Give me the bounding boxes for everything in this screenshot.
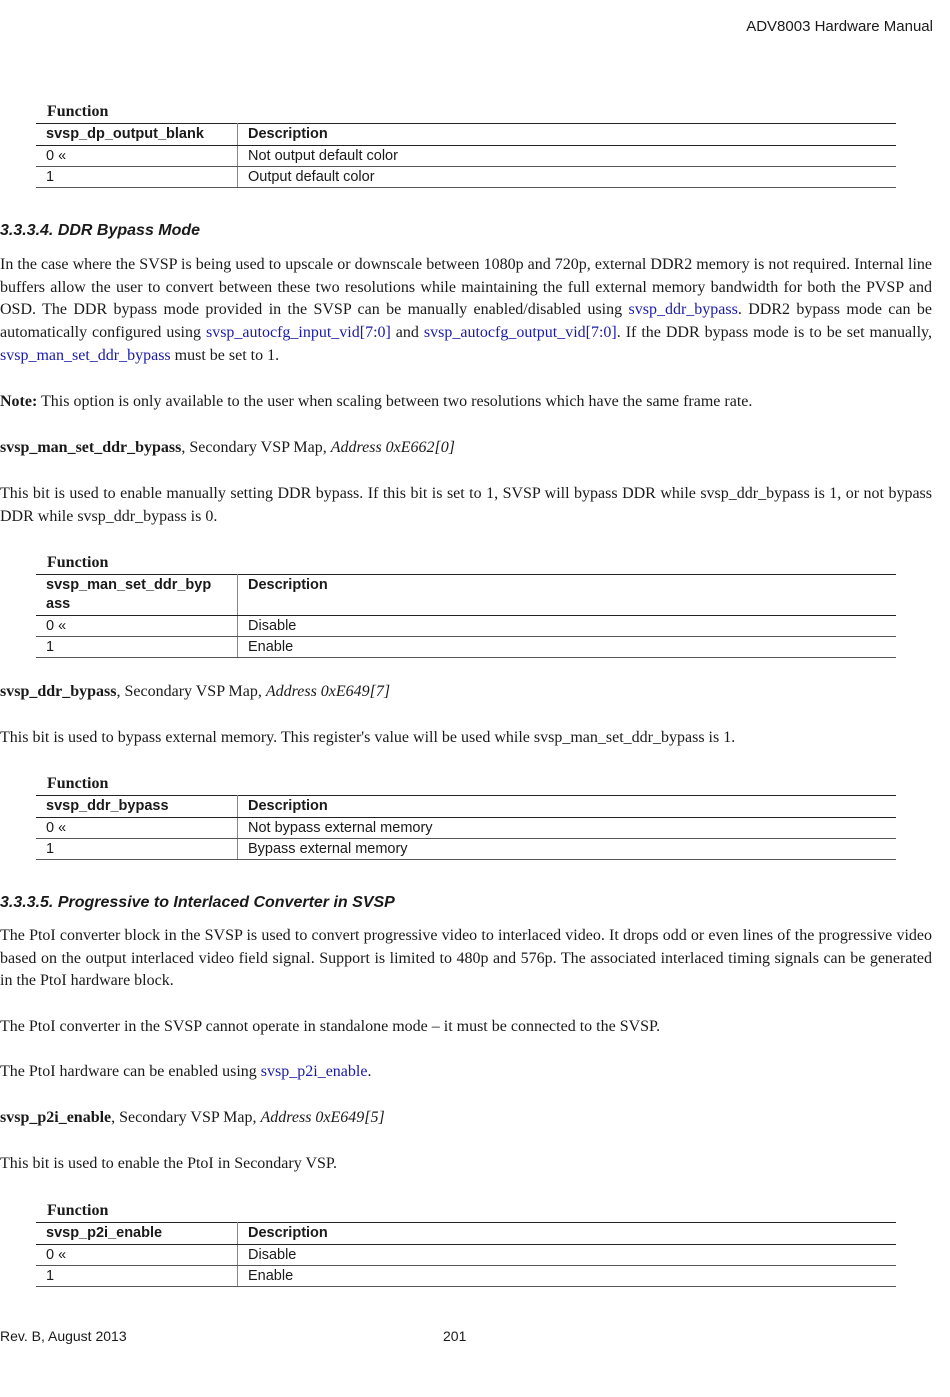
ptoi-enable-paragraph bbox=[0, 1061, 932, 1084]
footer-page-number: 201 bbox=[443, 1328, 467, 1344]
table-cell-description: Output default color bbox=[238, 167, 897, 188]
page-header-title: ADV8003 Hardware Manual bbox=[746, 18, 933, 35]
paragraph-text: In the case where the SVSP is being used to upscale or downscale between 1080p and 720p, external DDR2 memory is not required. Internal line buffers allow the user to convert between these two resolutions while maintaining the full external memory bandwidth for both the PVSP and OSD. The DDR bypass mode provided in the SVSP can be manually enabled/disabled using bbox=[0, 256, 932, 319]
table-col-description: Description bbox=[238, 1223, 897, 1245]
paragraph-text: . If the DDR bypass mode is to be set manually, bbox=[616, 324, 933, 342]
table-col-description: Description bbox=[238, 796, 897, 818]
table-cell-description: Not output default color bbox=[238, 146, 897, 167]
register-address: Address 0xE649[7] bbox=[265, 683, 391, 700]
register-line-ddr-bypass bbox=[0, 681, 932, 704]
note-text: This option is only available to the user when scaling between two resolutions which have the same frame rate. bbox=[37, 393, 753, 410]
register-address: Address 0xE662[0] bbox=[330, 439, 456, 456]
section-heading-ptoi-converter: 3.3.3.5. Progressive to Interlaced Converter in SVSP bbox=[0, 894, 395, 911]
section-heading-ddr-bypass: 3.3.3.4. DDR Bypass Mode bbox=[0, 222, 201, 239]
register-address: Address 0xE649[5] bbox=[260, 1109, 385, 1126]
function-table-ddr-bypass bbox=[36, 773, 896, 860]
register-line-man-set-ddr-bypass bbox=[0, 437, 932, 460]
table-row bbox=[36, 1266, 896, 1287]
table-cell-description: Not bypass external memory bbox=[238, 818, 897, 839]
table-row bbox=[36, 146, 896, 167]
function-label: Function bbox=[47, 775, 109, 792]
table-cell-value: 0 « bbox=[36, 146, 238, 167]
footer-revision: Rev. B, August 2013 bbox=[0, 1328, 127, 1344]
table-col-description: Description bbox=[238, 575, 897, 616]
table-cell-value: 1 bbox=[36, 839, 238, 860]
table-row bbox=[36, 839, 896, 860]
link-svsp-p2i-enable[interactable]: svsp_p2i_enable bbox=[260, 1063, 368, 1080]
table-cell-value: 0 « bbox=[36, 1245, 238, 1266]
ptoi-standalone-paragraph: The PtoI converter in the SVSP cannot operate in standalone mode – it must be connected to the SVSP. bbox=[0, 1018, 661, 1035]
function-table-p2i-enable bbox=[36, 1200, 896, 1287]
table-cell-value: 1 bbox=[36, 167, 238, 188]
table-cell-description: Enable bbox=[238, 637, 897, 658]
function-label: Function bbox=[47, 1202, 109, 1219]
table-cell-value: 0 « bbox=[36, 616, 238, 637]
function-table-dp-output-blank bbox=[36, 101, 896, 188]
register-name: svsp_ddr_bypass bbox=[0, 683, 117, 700]
register-name: svsp_man_set_ddr_bypass bbox=[0, 439, 182, 456]
table-col-register: svsp_man_set_ddr_byp ass bbox=[36, 575, 238, 616]
table-col-register: svsp_ddr_bypass bbox=[36, 796, 238, 818]
function-label: Function bbox=[47, 554, 109, 571]
table-col-register: svsp_p2i_enable bbox=[36, 1223, 238, 1245]
register-line-p2i-enable bbox=[0, 1107, 932, 1130]
note-label: Note: bbox=[0, 393, 38, 410]
paragraph-text: must be set to 1. bbox=[170, 346, 280, 364]
note-paragraph bbox=[0, 391, 932, 414]
link-svsp-autocfg-output-vid[interactable]: svsp_autocfg_output_vid[7:0] bbox=[423, 324, 617, 342]
table-cell-value: 0 « bbox=[36, 818, 238, 839]
paragraph-text: . DDR2 bypass mode can be automatically configured using bbox=[0, 301, 933, 342]
ptoi-intro-paragraph: The PtoI converter block in the SVSP is used to convert progressive video to interlaced video. It drops odd or even lines of the progressive video based on the output interlaced video field signal. Support is limited to 480p and 576p. The associated interlaced timing signals can be generated in the PtoI hardware block. bbox=[0, 927, 932, 990]
paragraph-text: The PtoI hardware can be enabled using bbox=[0, 1063, 261, 1080]
table-cell-description: Disable bbox=[238, 616, 897, 637]
link-svsp-autocfg-input-vid[interactable]: svsp_autocfg_input_vid[7:0] bbox=[205, 324, 391, 342]
table-row bbox=[36, 818, 896, 839]
link-svsp-ddr-bypass[interactable]: svsp_ddr_bypass bbox=[628, 301, 738, 319]
table-row bbox=[36, 637, 896, 658]
register-name: svsp_p2i_enable bbox=[0, 1109, 112, 1126]
table-row bbox=[36, 167, 896, 188]
table-row bbox=[36, 1245, 896, 1266]
register-map: , Secondary VSP Map, bbox=[111, 1109, 261, 1126]
register-map: , Secondary VSP Map, bbox=[181, 439, 331, 456]
table-col-description: Description bbox=[238, 124, 897, 146]
table-cell-value: 1 bbox=[36, 637, 238, 658]
table-cell-description: Enable bbox=[238, 1266, 897, 1287]
paragraph-text: and bbox=[390, 324, 424, 342]
table-cell-value: 1 bbox=[36, 1266, 238, 1287]
link-svsp-man-set-ddr-bypass[interactable]: svsp_man_set_ddr_bypass bbox=[0, 346, 171, 364]
table-cell-description: Bypass external memory bbox=[238, 839, 897, 860]
register-description-p2i-enable: This bit is used to enable the PtoI in Secondary VSP. bbox=[0, 1155, 338, 1172]
function-label: Function bbox=[47, 103, 109, 120]
register-description-man-set-ddr-bypass: This bit is used to enable manually setting DDR bypass. If this bit is set to 1, SVSP will bypass DDR while svsp_ddr_bypass is 1, or not bypass DDR while svsp_ddr_bypass is 0. bbox=[0, 485, 932, 525]
function-table-man-set-ddr-bypass bbox=[36, 552, 896, 658]
ddr-bypass-intro-paragraph bbox=[0, 254, 932, 368]
table-row bbox=[36, 616, 896, 637]
table-cell-description: Disable bbox=[238, 1245, 897, 1266]
register-map: , Secondary VSP Map, bbox=[116, 683, 266, 700]
register-description-ddr-bypass: This bit is used to bypass external memory. This register's value will be used while svsp_man_set_ddr_bypass is 1. bbox=[0, 729, 736, 746]
table-col-register: svsp_dp_output_blank bbox=[36, 124, 238, 146]
paragraph-text: . bbox=[367, 1063, 372, 1080]
